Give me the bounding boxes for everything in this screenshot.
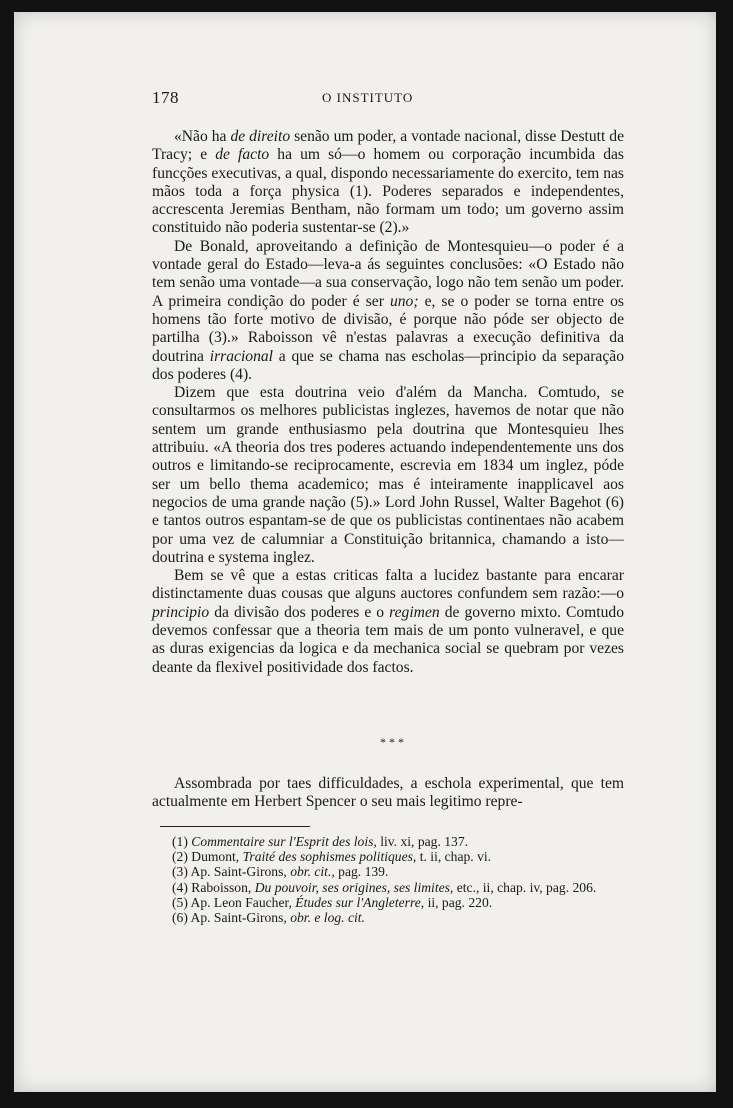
paragraph: Dizem que esta doutrina veio d'além da Mancha. Comtudo, se consultarmos os melhores publicistas inglezes, havemos de notar que não sentem um grande enthusiasmo pela doutrina que Montesquieu lhes attribuiu. «A theoria dos tres poderes actuando independentemente uns dos outros e limitando-se reciprocamente, escrevia em 1834 um inglez, póde ser um bello thema academico; mas é inteiramente inapplicavel aos negocios de uma grande nação (5).» Lord John Russel, Walter Bagehot (6) e tantos outros espantam-se de que os publicistas continentaes não acabem por uma vez de calumniar a Constituição britannica, chamando a isto—doutrina e systema inglez. bbox=[152, 384, 624, 566]
paragraph: De Bonald, aproveitando a definição de Montesquieu—o poder é a vontade geral do Estado—leva-a ás seguintes conclusões: «O Estado não tem senão uma vontade—a sua conservação, logo não tem senão um poder. A primeira condição do poder é ser uno; e, se o poder se torna entre os homens tão forte motivo de divisão, é porque não póde ser objecto de partilha (3).» Raboisson vê n'estas palavras a execução definitiva da doutrina irracional a que se chama nas escholas—principio da separação dos poderes (4). bbox=[152, 237, 624, 383]
footnote: (5) Ap. Leon Faucher, Études sur l'Angleterre, ii, pag. 220. bbox=[172, 894, 493, 910]
paragraph: Bem se vê que a estas criticas falta a lucidez bastante para encarar distinctamente duas cousas que alguns auctores confundem sem razão:—o principio da divisão dos poderes e o regimen de governo mixto. Comtudo devemos confessar que a theoria tem mais de um ponto vulneravel, e que as duras exigencias da logica e da mechanica social se quebram por vezes deante da flexivel positividade dos factos. bbox=[152, 567, 624, 676]
body-text-continued bbox=[152, 775, 624, 812]
footnote: (1) Commentaire sur l'Esprit des lois, liv. xi, pag. 137. bbox=[172, 834, 469, 849]
footnote: (2) Dumont, Traité des sophismes politiques, t. ii, chap. vi. bbox=[172, 849, 492, 865]
footnote-rule bbox=[160, 826, 310, 827]
footnote: (6) Ap. Saint-Girons, obr. e log. cit. bbox=[172, 910, 365, 926]
page-number: 178 bbox=[152, 88, 179, 107]
page-header bbox=[152, 88, 622, 110]
footnotes bbox=[160, 834, 620, 925]
paragraph: Assombrada por taes difficuldades, a eschola experimental, que tem actualmente em Herbert Spencer o seu mais legitimo repre- bbox=[152, 775, 624, 811]
footnote: (3) Ap. Saint-Girons, obr. cit., pag. 139. bbox=[172, 864, 389, 880]
footnote: (4) Raboisson, Du pouvoir, ses origines, ses limites, etc., ii, chap. iv, pag. 206. bbox=[172, 879, 597, 895]
paragraph: «Não ha de direito senão um poder, a vontade nacional, disse Destutt de Tracy; e de facto ha um só—o homem ou corporação incumbida das funcções executivas, a qual, dispondo necessariamente do exercito, tem nas mãos toda a força physica (1). Poderes separados e independentes, accrescenta Jeremias Bentham, não formam um todo; um governo assim constituido não poderia sustentar-se (2).» bbox=[152, 128, 624, 237]
section-separator bbox=[362, 736, 422, 766]
separator-glyphs: * * * bbox=[380, 735, 404, 749]
running-title: O INSTITUTO bbox=[322, 90, 414, 105]
body-text bbox=[152, 128, 624, 677]
